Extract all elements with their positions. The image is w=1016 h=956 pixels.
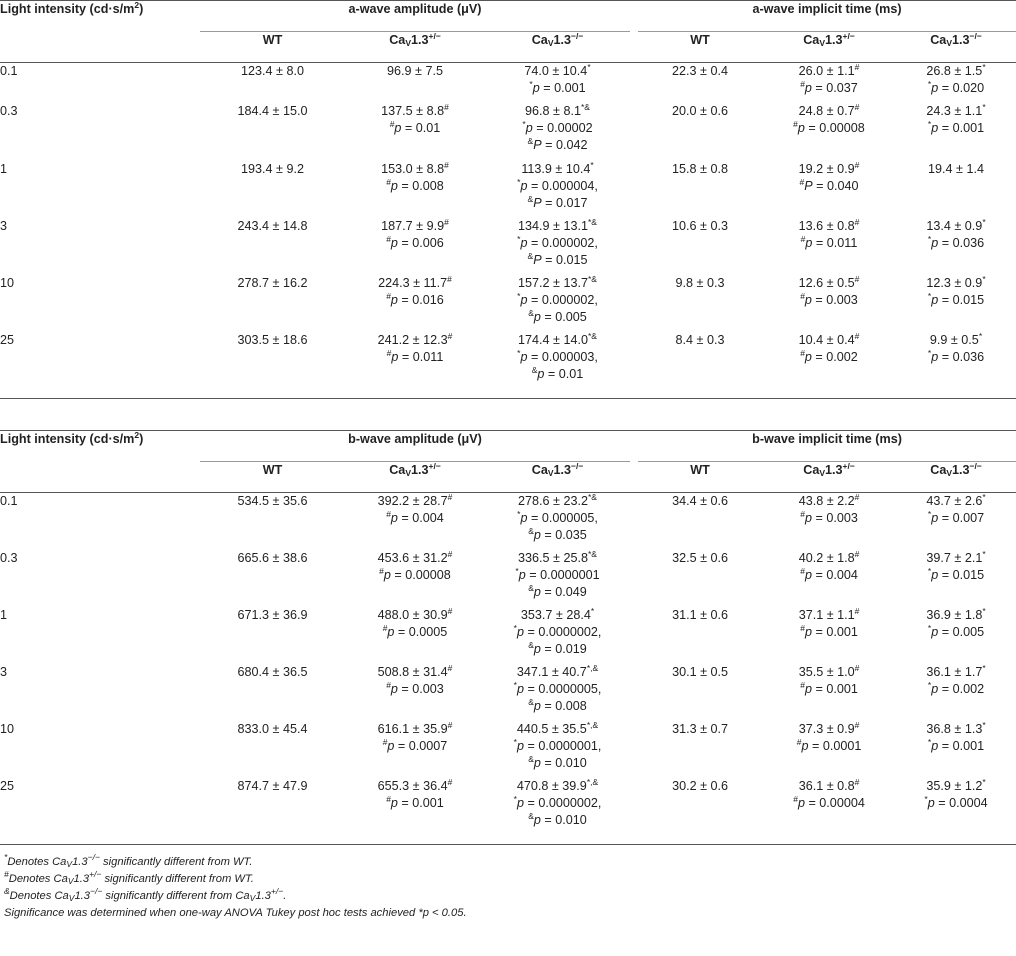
amp-wt-cell: 874.7 ± 47.9 [200, 778, 345, 845]
value-line: #P = 0.040 [799, 176, 859, 193]
intensity-header: Light intensity $(cd\cdot s/m^2)$ [0, 431, 200, 462]
value-line: 392.2 ± 28.7# [377, 492, 453, 508]
amp-ko-header: $Ca_V1.3^{-/-}$ [485, 462, 630, 493]
value-line: 616.1 ± 35.9# [377, 719, 453, 736]
value-line: 187.7 ± 9.9# [381, 216, 449, 233]
row-gap [630, 493, 638, 550]
value-line: &P = 0.042 [527, 135, 588, 152]
value-line: 35.5 ± 1.0# [798, 662, 860, 679]
value-line: *p = 0.020 [927, 79, 985, 95]
value-line: 19.2 ± 0.9# [798, 159, 860, 176]
imp-ko-cell [896, 664, 1016, 721]
value-line: #p = 0.002 [800, 347, 858, 364]
table-row [0, 275, 1016, 332]
amp-ko-cell [485, 63, 630, 103]
value-line: *p = 0.001 [529, 79, 586, 95]
table-row [0, 664, 1016, 721]
value-line: #p = 0.037 [800, 79, 858, 95]
value-line: #p = 0.00008 [793, 118, 865, 135]
amp-ko-cell [485, 721, 630, 778]
imp-ko-cell [896, 332, 1016, 399]
value-line: #p = 0.006 [386, 233, 444, 250]
value-line: 13.4 ± 0.9* [926, 216, 986, 233]
amp-ko-cell [485, 275, 630, 332]
value-line: *p = 0.0000001 [515, 565, 600, 582]
value-line: 74.0 ± 10.4* [524, 62, 591, 78]
table-row [0, 721, 1016, 778]
amp-het-cell [345, 218, 485, 275]
implicit-group-header: a-wave implicit time (ms) [638, 1, 1016, 32]
imp-wt-cell: 32.5 ± 0.6 [672, 550, 728, 565]
amp-het-header: $Ca_V1.3^{+/-}$ [345, 32, 485, 63]
value-line: #p = 0.001 [386, 793, 444, 810]
value-line: *p = 0.036 [927, 347, 985, 364]
amp-wt-header: WT [200, 462, 345, 493]
intensity-cell: 0.1 [0, 64, 18, 78]
value-line: &p = 0.019 [528, 639, 587, 656]
value-line: *p = 0.000003, [517, 347, 598, 364]
row-gap [630, 332, 638, 399]
imp-het-header: $Ca_V1.3^{+/-}$ [762, 462, 896, 493]
imp-wt-cell: 15.8 ± 0.8 [672, 161, 728, 176]
imp-het-cell [762, 275, 896, 332]
value-line: 278.6 ± 23.2*& [518, 492, 597, 508]
intensity-cell: 25 [0, 778, 200, 845]
imp-wt-cell: 31.3 ± 0.7 [672, 721, 728, 736]
amp-wt-cell: 534.5 ± 35.6 [237, 494, 308, 508]
value-line: *p = 0.036 [927, 233, 985, 250]
value-line: 9.9 ± 0.5* [929, 330, 983, 347]
imp-wt-cell: 34.4 ± 0.6 [672, 494, 728, 508]
value-line: 440.5 ± 35.5*,& [516, 719, 599, 736]
subheader-gap [630, 462, 638, 493]
value-line: 470.8 ± 39.9*,& [516, 776, 599, 793]
value-line: *p = 0.015 [927, 565, 985, 582]
amp-ko-cell [485, 664, 630, 721]
value-line: &p = 0.035 [528, 526, 587, 542]
imp-wt-cell: 30.1 ± 0.5 [672, 664, 728, 679]
value-line: #p = 0.001 [800, 622, 858, 639]
amp-ko-cell [485, 778, 630, 845]
imp-het-cell [762, 721, 896, 778]
intensity-cell: 25 [0, 332, 200, 399]
value-line: 453.6 ± 31.2# [377, 548, 453, 565]
imp-wt-cell: 10.6 ± 0.3 [672, 218, 728, 233]
value-line: #p = 0.003 [800, 290, 858, 307]
amp-ko-cell [485, 493, 630, 550]
amplitude-group-header: a-wave amplitude (μV) [200, 1, 630, 32]
amp-het-cell [345, 63, 485, 103]
header-gap [630, 1, 638, 32]
imp-het-cell [762, 493, 896, 550]
value-line: 347.1 ± 40.7*,& [516, 662, 599, 679]
value-line: *p = 0.00002 [522, 118, 593, 135]
value-line: 24.8 ± 0.7# [798, 101, 860, 118]
row-gap [630, 275, 638, 332]
table-row [0, 550, 1016, 607]
imp-wt-header: WT [638, 462, 762, 493]
amp-het-cell [345, 664, 485, 721]
value-line: *p = 0.000002, [517, 290, 598, 307]
imp-het-cell [762, 103, 896, 161]
footnote-het: #Denotes $Ca_V1.3^{+/-}$ significantly different from WT. [4, 869, 254, 886]
amp-het-cell [345, 778, 485, 845]
value-line: &P = 0.017 [527, 193, 588, 210]
imp-wt-cell: 9.8 ± 0.3 [675, 275, 725, 290]
value-line: *p = 0.007 [927, 509, 985, 525]
amp-wt-cell: 243.4 ± 14.8 [237, 218, 308, 233]
imp-het-cell [762, 664, 896, 721]
value-line: #p = 0.0005 [382, 622, 448, 639]
value-line: 508.8 ± 31.4# [377, 662, 453, 679]
imp-ko-cell [896, 778, 1016, 845]
b-wave-table [0, 430, 1016, 845]
amp-het-header: $Ca_V1.3^{+/-}$ [345, 462, 485, 493]
value-line: &P = 0.015 [527, 250, 588, 267]
amp-het-cell [345, 275, 485, 332]
value-line: *p = 0.0000001, [513, 736, 602, 753]
row-gap [630, 103, 638, 161]
subheader-gap [630, 32, 638, 63]
value-line: &p = 0.01 [531, 364, 584, 381]
value-line: 96.9 ± 7.5 [387, 64, 443, 78]
value-line: 174.4 ± 14.0*& [518, 330, 597, 347]
value-line: 488.0 ± 30.9# [377, 605, 453, 622]
imp-het-cell [762, 607, 896, 664]
intensity-cell: 1 [0, 161, 8, 176]
row-gap [630, 664, 638, 721]
imp-het-cell [762, 332, 896, 399]
row-gap [630, 218, 638, 275]
imp-wt-cell: 22.3 ± 0.4 [672, 64, 728, 78]
amp-wt-cell: 665.6 ± 38.6 [237, 550, 308, 565]
value-line: 40.2 ± 1.8# [798, 548, 860, 565]
value-line: 36.1 ± 0.8# [798, 776, 860, 793]
value-line: 224.3 ± 11.7# [378, 273, 452, 290]
value-line: 43.8 ± 2.2# [798, 492, 860, 508]
amp-wt-cell: 303.5 ± 18.6 [200, 332, 345, 399]
value-line: 12.6 ± 0.5# [798, 273, 860, 290]
value-line: 153.0 ± 8.8# [381, 159, 449, 176]
imp-het-cell [762, 550, 896, 607]
imp-ko-cell [896, 493, 1016, 550]
value-line: 113.9 ± 10.4* [521, 159, 594, 176]
value-line: 35.9 ± 1.2* [926, 776, 986, 793]
value-line: 36.8 ± 1.3* [926, 719, 986, 736]
amplitude-group-header: b-wave amplitude (μV) [200, 431, 630, 462]
intensity-subheader [0, 32, 200, 63]
amp-het-cell [345, 493, 485, 550]
value-line: *p = 0.000004, [517, 176, 598, 193]
value-line: *p = 0.000002, [517, 233, 598, 250]
amp-het-cell [345, 550, 485, 607]
amp-wt-cell: 680.4 ± 36.5 [237, 664, 308, 679]
value-line: *p = 0.005 [927, 622, 985, 639]
intensity-cell: 0.1 [0, 494, 18, 508]
value-line: #p = 0.003 [800, 509, 858, 525]
a-wave-table [0, 0, 1016, 399]
intensity-subheader [0, 462, 200, 493]
value-line: #p = 0.0001 [796, 736, 862, 753]
value-line: 655.3 ± 36.4# [377, 776, 453, 793]
value-line: 26.8 ± 1.5* [926, 62, 986, 78]
value-line: &p = 0.010 [528, 810, 587, 827]
intensity-cell: 0.3 [0, 103, 18, 118]
value-line: #p = 0.01 [389, 118, 441, 135]
imp-het-header: $Ca_V1.3^{+/-}$ [762, 32, 896, 63]
amp-wt-cell: 184.4 ± 15.0 [237, 103, 308, 118]
value-line: 134.9 ± 13.1*& [518, 216, 597, 233]
amp-ko-cell [485, 103, 630, 161]
footnote-ko-vs-het: &Denotes $Ca_V1.3^{-/-}$ significantly different from $Ca_V1.3^{+/-}$. [4, 886, 287, 903]
imp-ko-cell [896, 607, 1016, 664]
value-line: &p = 0.049 [528, 582, 587, 599]
value-line: #p = 0.00008 [379, 565, 451, 582]
value-line: *p = 0.002 [927, 679, 985, 696]
header-gap [630, 431, 638, 462]
amp-het-cell [345, 721, 485, 778]
value-line: 96.8 ± 8.1*& [525, 101, 590, 118]
row-gap [630, 63, 638, 103]
row-gap [630, 721, 638, 778]
amp-wt-cell: 193.4 ± 9.2 [241, 161, 304, 176]
value-line: #p = 0.008 [386, 176, 444, 193]
value-line: 241.2 ± 12.3# [377, 330, 453, 347]
imp-ko-header: $Ca_V1.3^{-/-}$ [896, 32, 1016, 63]
value-line: 336.5 ± 25.8*& [518, 548, 597, 565]
amp-ko-cell [485, 607, 630, 664]
amp-ko-cell [485, 218, 630, 275]
table-row [0, 493, 1016, 550]
value-line: 12.3 ± 0.9* [926, 273, 986, 290]
imp-ko-cell [896, 103, 1016, 161]
value-line: *p = 0.0000002, [513, 622, 602, 639]
amp-wt-cell: 278.7 ± 16.2 [237, 275, 308, 290]
imp-wt-cell: 30.2 ± 0.6 [638, 778, 762, 845]
amp-wt-header: WT [200, 32, 345, 63]
value-line: #p = 0.004 [800, 565, 858, 582]
amp-ko-cell [485, 332, 630, 399]
value-line: *p = 0.001 [927, 736, 985, 753]
value-line: *p = 0.001 [927, 118, 985, 135]
table-row [0, 63, 1016, 103]
value-line: 37.3 ± 0.9# [798, 719, 860, 736]
imp-ko-cell [896, 161, 1016, 218]
value-line: *p = 0.0000005, [513, 679, 602, 696]
footnote-ko: *Denotes $Ca_V1.3^{-/-}$ significantly different from WT. [4, 852, 253, 869]
intensity-cell: 3 [0, 218, 8, 233]
value-line: *p = 0.0004 [924, 793, 988, 810]
footnotes [4, 854, 467, 922]
value-line: 137.5 ± 8.8# [381, 101, 449, 118]
value-line: 10.4 ± 0.4# [798, 330, 860, 347]
value-line: &p = 0.005 [528, 307, 587, 324]
imp-wt-cell: 31.1 ± 0.6 [672, 607, 728, 622]
value-line: #p = 0.011 [800, 233, 858, 250]
imp-ko-cell [896, 550, 1016, 607]
intensity-cell: 3 [0, 664, 8, 679]
table-row [0, 607, 1016, 664]
row-gap [630, 161, 638, 218]
intensity-header: Light intensity $(cd\cdot s/m^2)$ [0, 1, 200, 32]
table-row [0, 778, 1016, 845]
value-line: #p = 0.011 [386, 347, 444, 364]
value-line: #p = 0.004 [386, 509, 444, 525]
value-line: #p = 0.00004 [793, 793, 865, 810]
amp-ko-cell [485, 161, 630, 218]
intensity-cell: 10 [0, 275, 15, 290]
value-line: 353.7 ± 28.4* [520, 605, 595, 622]
implicit-group-header: b-wave implicit time (ms) [638, 431, 1016, 462]
imp-ko-cell [896, 721, 1016, 778]
amp-wt-cell: 671.3 ± 36.9 [237, 607, 308, 622]
row-gap [630, 550, 638, 607]
amp-ko-header: $Ca_V1.3^{-/-}$ [485, 32, 630, 63]
row-gap [630, 778, 638, 845]
value-line: 157.2 ± 13.7*& [518, 273, 597, 290]
imp-ko-cell [896, 218, 1016, 275]
amp-het-cell [345, 161, 485, 218]
value-line: 24.3 ± 1.1* [926, 101, 986, 118]
value-line: *p = 0.0000002, [513, 793, 602, 810]
value-line: #p = 0.001 [800, 679, 858, 696]
intensity-cell: 10 [0, 721, 15, 736]
table-row [0, 332, 1016, 399]
imp-wt-cell: 8.4 ± 0.3 [638, 332, 762, 399]
value-line: #p = 0.0007 [382, 736, 448, 753]
intensity-cell: 0.3 [0, 550, 18, 565]
value-line: #p = 0.003 [386, 679, 444, 696]
value-line: 37.1 ± 1.1# [798, 605, 860, 622]
imp-het-cell [762, 218, 896, 275]
value-line: &p = 0.010 [528, 753, 587, 770]
amp-het-cell [345, 607, 485, 664]
value-line: 19.4 ± 1.4 [928, 161, 984, 176]
imp-het-cell [762, 778, 896, 845]
imp-het-cell [762, 63, 896, 103]
value-line: 36.9 ± 1.8* [926, 605, 986, 622]
table-row [0, 218, 1016, 275]
value-line: 43.7 ± 2.6* [926, 492, 986, 508]
value-line: *p = 0.000005, [517, 509, 598, 525]
value-line: 39.7 ± 2.1* [926, 548, 986, 565]
amp-het-cell [345, 332, 485, 399]
row-gap [630, 607, 638, 664]
value-line: 26.0 ± 1.1# [798, 62, 860, 78]
amp-ko-cell [485, 550, 630, 607]
amp-wt-cell: 123.4 ± 8.0 [241, 64, 304, 78]
value-line: 13.6 ± 0.8# [798, 216, 860, 233]
value-line: &p = 0.008 [528, 696, 587, 713]
value-line: 36.1 ± 1.7* [926, 662, 986, 679]
imp-ko-cell [896, 63, 1016, 103]
imp-wt-cell: 20.0 ± 0.6 [672, 103, 728, 118]
amp-wt-cell: 833.0 ± 45.4 [237, 721, 308, 736]
imp-het-cell [762, 161, 896, 218]
footnote-significance: Significance was determined when one-way ANOVA Tukey post hoc tests achieved *p < 0.05. [4, 907, 467, 919]
intensity-cell: 1 [0, 607, 8, 622]
amp-het-cell [345, 103, 485, 161]
value-line: *p = 0.015 [927, 290, 985, 307]
value-line: #p = 0.016 [386, 290, 444, 307]
table-row [0, 103, 1016, 161]
imp-wt-header: WT [638, 32, 762, 63]
imp-ko-header: $Ca_V1.3^{-/-}$ [896, 462, 1016, 493]
table-row [0, 161, 1016, 218]
imp-ko-cell [896, 275, 1016, 332]
